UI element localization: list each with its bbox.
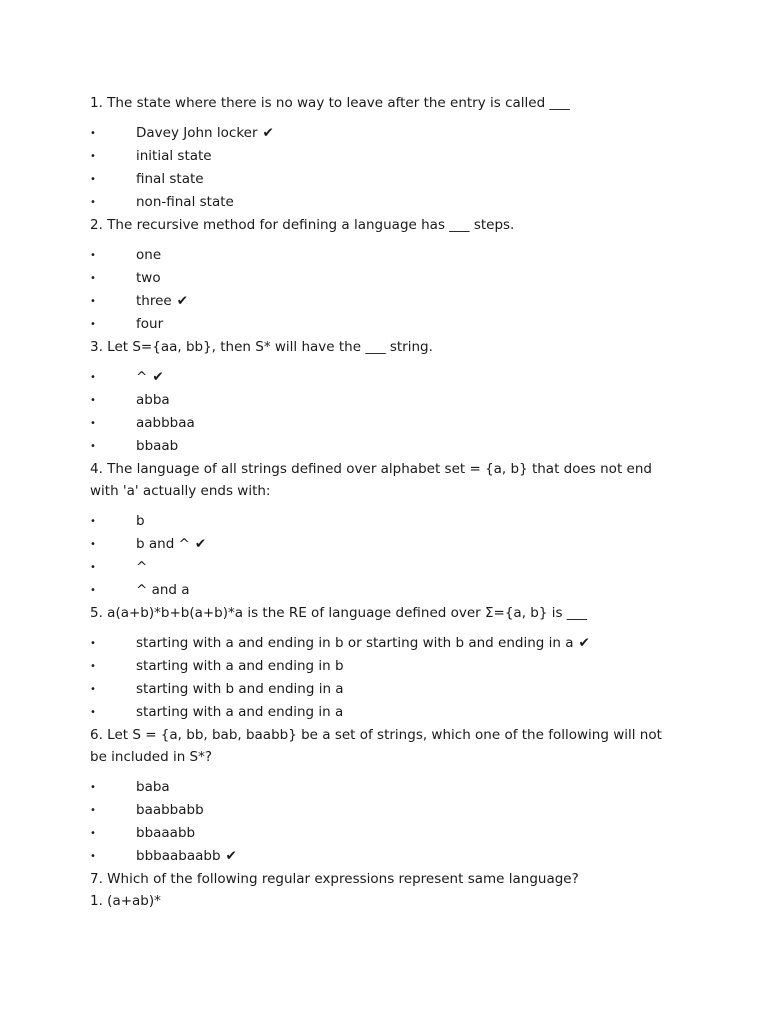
option-list (90, 244, 680, 336)
option-text (136, 510, 145, 533)
question-text: 3. Let S={aa, bb}, then S* will have the ___ string. (90, 339, 433, 355)
bullet-icon: • (90, 395, 96, 406)
checkmark-icon: ✔ (152, 369, 164, 385)
bullet-icon: • (90, 585, 96, 596)
option-text (136, 290, 188, 313)
option-text (136, 655, 344, 678)
option-label: bbaab (136, 438, 179, 454)
bullet-icon: • (90, 128, 96, 139)
option-text (136, 701, 343, 724)
option-label: ^ and a (136, 582, 190, 598)
option-item (90, 655, 680, 678)
bullet-icon: • (90, 661, 96, 672)
option-list (90, 510, 680, 602)
option-label: bbaaabb (136, 825, 196, 841)
option-item (90, 776, 680, 799)
question-text: 4. The language of all strings defined over alphabet set = {a, b} that does not end with 'a' actually ends with: (90, 461, 652, 499)
option-list (90, 122, 680, 214)
bullet-icon: • (90, 805, 96, 816)
bullet-icon: • (90, 372, 96, 383)
option-text (136, 799, 204, 822)
question-text: 2. The recursive method for defining a language has ___ steps. (90, 217, 515, 233)
option-item (90, 799, 680, 822)
option-item (90, 533, 680, 556)
option-text (136, 122, 274, 145)
option-item (90, 435, 680, 458)
bullet-icon: • (90, 151, 96, 162)
option-text (136, 366, 164, 389)
option-label: one (136, 247, 162, 263)
sub-item-text: 1. (a+ab)* (90, 893, 161, 909)
bullet-icon: • (90, 418, 96, 429)
option-item (90, 290, 680, 313)
option-text (136, 412, 195, 435)
option-text (136, 776, 170, 799)
option-text (136, 845, 237, 868)
option-list (90, 632, 680, 724)
option-item (90, 412, 680, 435)
bullet-icon: • (90, 516, 96, 527)
bullet-icon: • (90, 319, 96, 330)
option-item (90, 579, 680, 602)
option-label: b and ^ (136, 536, 190, 552)
bullet-icon: • (90, 273, 96, 284)
option-text (136, 533, 206, 556)
option-item (90, 678, 680, 701)
option-label: baba (136, 779, 170, 795)
option-label: final state (136, 171, 204, 187)
option-text (136, 435, 178, 458)
option-label: starting with a and ending in b (136, 658, 344, 674)
option-item (90, 556, 680, 579)
option-item (90, 145, 680, 168)
question-text: 7. Which of the following regular expressions represent same language? (90, 871, 579, 887)
bullet-icon: • (90, 562, 96, 573)
bullet-icon: • (90, 782, 96, 793)
option-label: abba (136, 392, 170, 408)
option-label: non-final state (136, 194, 234, 210)
option-label: initial state (136, 148, 212, 164)
option-text (136, 145, 212, 168)
option-item (90, 389, 680, 412)
option-text (136, 267, 161, 290)
option-text (136, 244, 161, 267)
option-list (90, 776, 680, 868)
option-item (90, 366, 680, 389)
option-label: starting with a and ending in b or starting with b and ending in a (136, 635, 574, 651)
option-label: ^ (136, 369, 148, 385)
option-item (90, 632, 680, 655)
option-label: b (136, 513, 145, 529)
checkmark-icon: ✔ (262, 125, 274, 141)
option-item (90, 244, 680, 267)
option-text (136, 678, 344, 701)
option-item (90, 168, 680, 191)
bullet-icon: • (90, 296, 96, 307)
option-label: starting with b and ending in a (136, 681, 344, 697)
option-item (90, 822, 680, 845)
quiz-document (90, 92, 680, 912)
bullet-icon: • (90, 197, 96, 208)
option-text (136, 313, 163, 336)
bullet-icon: • (90, 828, 96, 839)
checkmark-icon: ✔ (578, 635, 590, 651)
option-text (136, 579, 190, 602)
question-text: 1. The state where there is no way to leave after the entry is called ___ (90, 95, 570, 111)
option-label: aabbbaa (136, 415, 195, 431)
option-item (90, 313, 680, 336)
option-label: ^ (136, 559, 148, 575)
option-label: two (136, 270, 161, 286)
bullet-icon: • (90, 250, 96, 261)
option-text (136, 632, 590, 655)
option-text (136, 191, 234, 214)
option-text (136, 168, 204, 191)
option-label: three (136, 293, 172, 309)
checkmark-icon: ✔ (225, 848, 237, 864)
bullet-icon: • (90, 441, 96, 452)
bullet-icon: • (90, 539, 96, 550)
checkmark-icon: ✔ (194, 536, 207, 552)
bullet-icon: • (90, 707, 96, 718)
option-text (136, 822, 195, 845)
option-label: bbbaabaabb (136, 848, 221, 864)
bullet-icon: • (90, 174, 96, 185)
option-text (136, 389, 170, 412)
question-text: 6. Let S = {a, bb, bab, baabb} be a set of strings, which one of the following will not be included in S*? (90, 727, 662, 765)
option-item (90, 122, 680, 145)
option-label: baabbabb (136, 802, 204, 818)
checkmark-icon: ✔ (176, 293, 189, 309)
bullet-icon: • (90, 851, 96, 862)
option-label: starting with a and ending in a (136, 704, 344, 720)
option-label: four (136, 316, 164, 332)
bullet-icon: • (90, 684, 96, 695)
option-item (90, 510, 680, 533)
option-item (90, 191, 680, 214)
option-label: Davey John locker (136, 125, 258, 141)
option-item (90, 267, 680, 290)
option-list (90, 366, 680, 458)
option-text (136, 556, 147, 579)
option-item (90, 845, 680, 868)
question-text: 5. a(a+b)*b+b(a+b)*a is the RE of language defined over Σ={a, b} is ___ (90, 605, 588, 621)
option-item (90, 701, 680, 724)
bullet-icon: • (90, 638, 96, 649)
